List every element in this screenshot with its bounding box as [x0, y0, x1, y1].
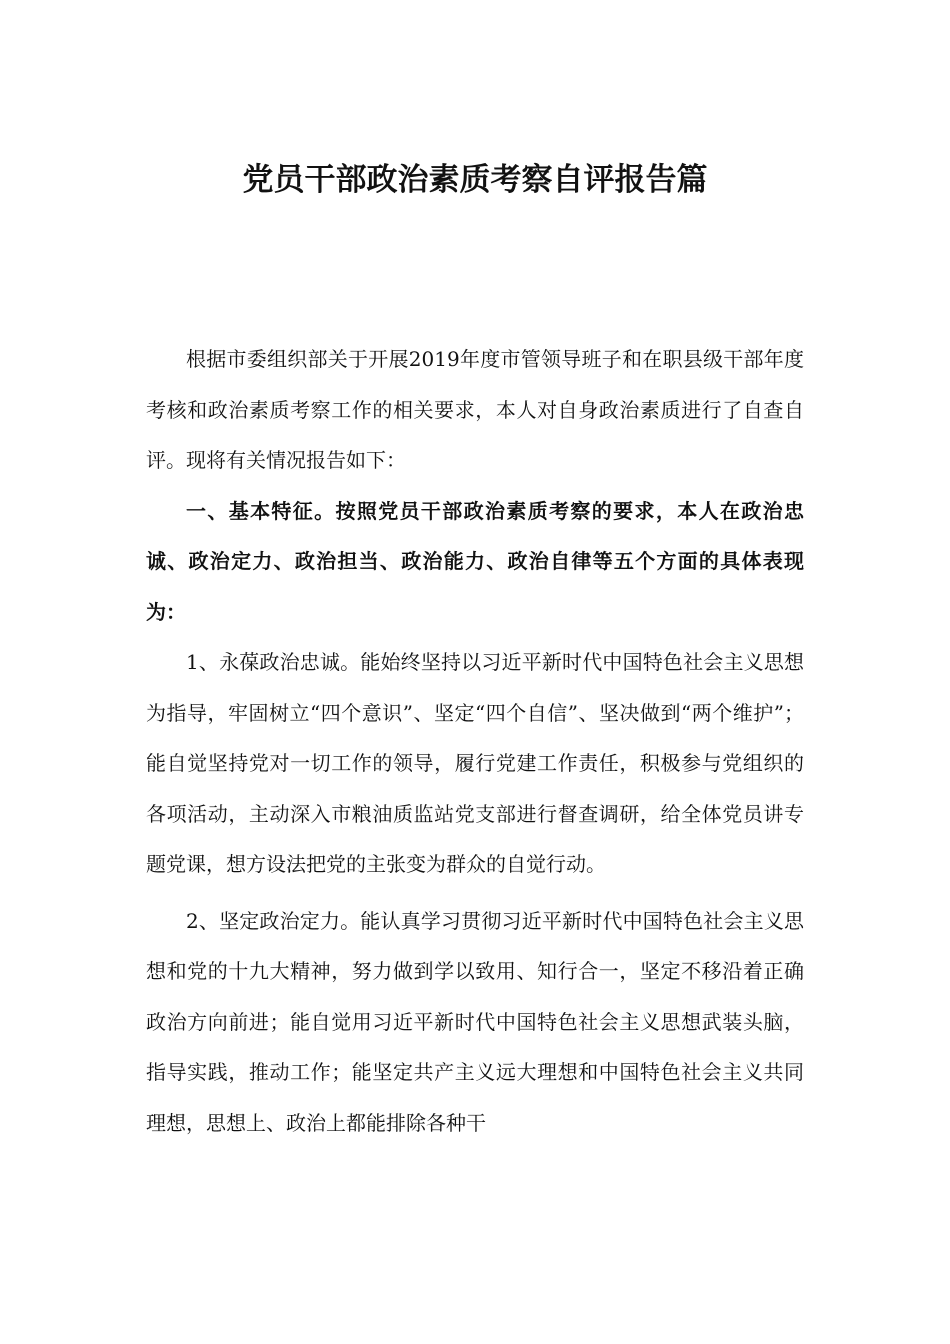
document-title: 党员干部政治素质考察自评报告篇	[242, 162, 708, 198]
paragraph-intro: 根据市委组织部关于开展2019年度市管领导班子和在职县级干部年度考核和政治素质考察工作的相关要求，本人对自身政治素质进行了自查自评。现将有关情况报告如下：	[146, 347, 804, 472]
paragraph-item-1: 1、永葆政治忠诚。能始终坚持以习近平新时代中国特色社会主义思想为指导，牢固树立“四个意识”、坚定“四个自信”、坚决做到“两个维护”；能自觉坚持党对一切工作的领导，履行党建工作责任，积极参与党组织的各项活动，主动深入市粮油质监站党支部进行督查调研，给全体党员讲专题党课，想方设法把党的主张变为群众的自觉行动。	[146, 650, 804, 876]
document-body	[146, 334, 804, 1148]
paragraph-section-heading: 一、基本特征。按照党员干部政治素质考察的要求，本人在政治忠诚、政治定力、政治担当、政治能力、政治自律等五个方面的具体表现为：	[146, 498, 804, 624]
paragraph-item-2: 2、坚定政治定力。能认真学习贯彻习近平新时代中国特色社会主义思想和党的十九大精神，努力做到学以致用、知行合一，坚定不移沿着正确政治方向前进；能自觉用习近平新时代中国特色社会主义思想武装头脑，指导实践，推动工作；能坚定共产主义远大理想和中国特色社会主义共同理想，思想上、政治上都能排除各种干	[146, 908, 804, 1135]
